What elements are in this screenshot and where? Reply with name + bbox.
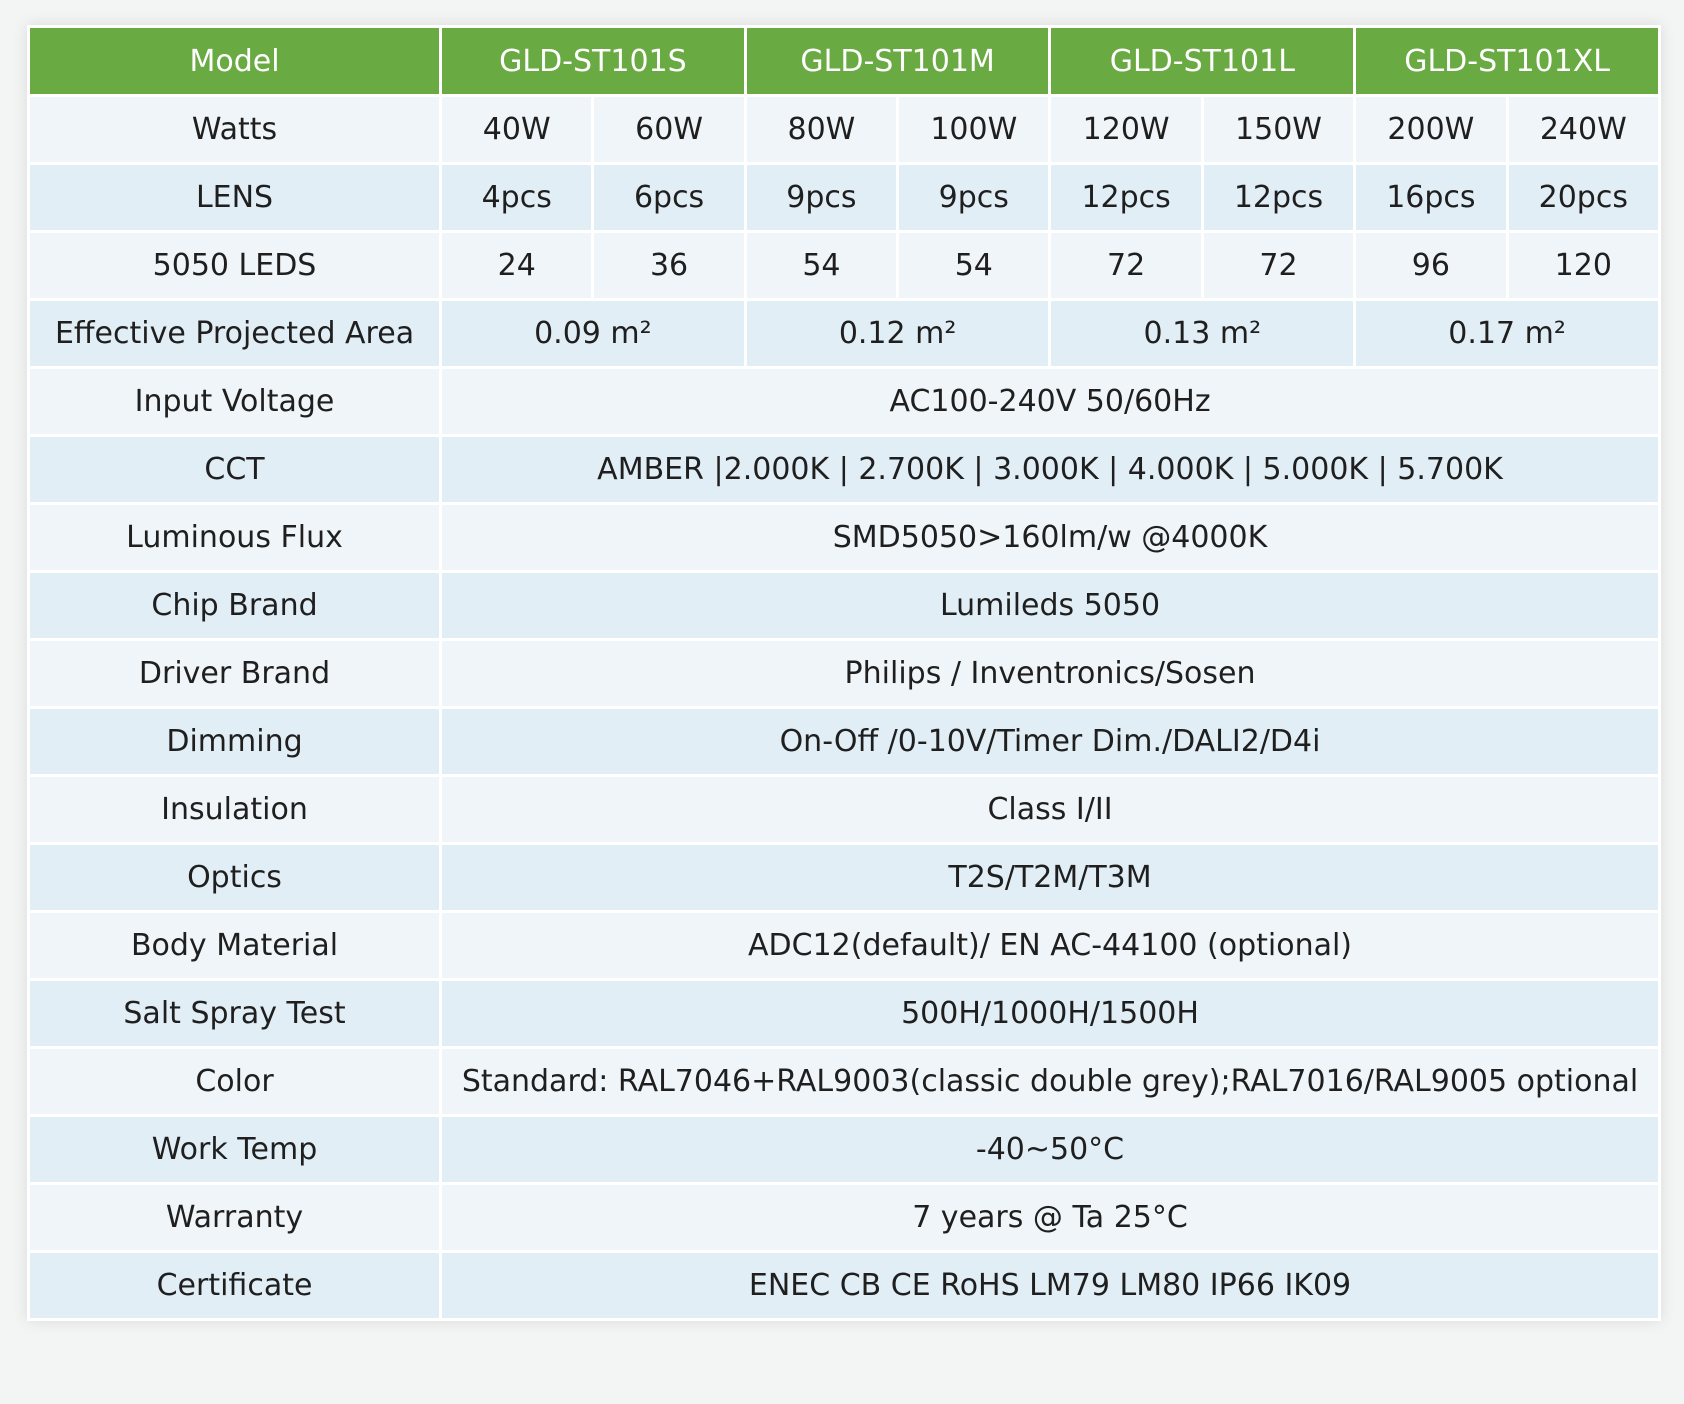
table-cell: 0.12 m² bbox=[745, 300, 1050, 368]
row-label: Work Temp bbox=[29, 1116, 441, 1184]
table-cell: 54 bbox=[898, 232, 1050, 300]
header-model-l: GLD-ST101L bbox=[1050, 27, 1355, 96]
table-cell: 500H/1000H/1500H bbox=[441, 980, 1660, 1048]
table-row bbox=[29, 300, 1660, 368]
table-row bbox=[29, 1116, 1660, 1184]
table-cell: Philips / Inventronics/Sosen bbox=[441, 640, 1660, 708]
table-cell: 9pcs bbox=[898, 164, 1050, 232]
table-cell: 7 years @ Ta 25°C bbox=[441, 1184, 1660, 1252]
table-cell: ADC12(default)/ EN AC-44100 (optional) bbox=[441, 912, 1660, 980]
table-row bbox=[29, 912, 1660, 980]
table-cell: 6pcs bbox=[593, 164, 745, 232]
table-cell: 4pcs bbox=[441, 164, 593, 232]
table-cell: Lumileds 5050 bbox=[441, 572, 1660, 640]
row-label: Warranty bbox=[29, 1184, 441, 1252]
table-cell: 120 bbox=[1507, 232, 1659, 300]
table-cell: 0.17 m² bbox=[1355, 300, 1660, 368]
table-row bbox=[29, 1252, 1660, 1320]
table-row bbox=[29, 708, 1660, 776]
table-cell: 100W bbox=[898, 96, 1050, 164]
row-label: Luminous Flux bbox=[29, 504, 441, 572]
table-row bbox=[29, 368, 1660, 436]
table-row bbox=[29, 504, 1660, 572]
table-row bbox=[29, 96, 1660, 164]
row-label: CCT bbox=[29, 436, 441, 504]
row-label: Certificate bbox=[29, 1252, 441, 1320]
table-cell: 80W bbox=[745, 96, 897, 164]
table-cell: -40~50°C bbox=[441, 1116, 1660, 1184]
table-cell: 240W bbox=[1507, 96, 1659, 164]
row-label-leds: 5050 LEDS bbox=[29, 232, 441, 300]
row-label: Salt Spray Test bbox=[29, 980, 441, 1048]
table-cell: 9pcs bbox=[745, 164, 897, 232]
table-row bbox=[29, 436, 1660, 504]
table-cell: 120W bbox=[1050, 96, 1202, 164]
table-row bbox=[29, 572, 1660, 640]
header-model-label: Model bbox=[29, 27, 441, 96]
table-row bbox=[29, 232, 1660, 300]
table-row bbox=[29, 1048, 1660, 1116]
table-cell: 12pcs bbox=[1202, 164, 1354, 232]
table-cell: 20pcs bbox=[1507, 164, 1659, 232]
table-cell: 150W bbox=[1202, 96, 1354, 164]
spec-table bbox=[27, 25, 1661, 1321]
table-cell: 24 bbox=[441, 232, 593, 300]
row-label-watts: Watts bbox=[29, 96, 441, 164]
table-cell: T2S/T2M/T3M bbox=[441, 844, 1660, 912]
table-row bbox=[29, 980, 1660, 1048]
table-cell: Class I/II bbox=[441, 776, 1660, 844]
row-label: Chip Brand bbox=[29, 572, 441, 640]
header-model-s: GLD-ST101S bbox=[441, 27, 746, 96]
table-cell: On-Off /0-10V/Timer Dim./DALI2/D4i bbox=[441, 708, 1660, 776]
table-row bbox=[29, 776, 1660, 844]
table-cell: 96 bbox=[1355, 232, 1507, 300]
table-cell: 0.09 m² bbox=[441, 300, 746, 368]
table-cell: 40W bbox=[441, 96, 593, 164]
table-cell: 72 bbox=[1202, 232, 1354, 300]
spec-table-card bbox=[27, 25, 1661, 1321]
table-row bbox=[29, 1184, 1660, 1252]
header-model-xl: GLD-ST101XL bbox=[1355, 27, 1660, 96]
table-cell: 54 bbox=[745, 232, 897, 300]
row-label: Input Voltage bbox=[29, 368, 441, 436]
table-cell: 60W bbox=[593, 96, 745, 164]
row-label: Color bbox=[29, 1048, 441, 1116]
table-cell: 72 bbox=[1050, 232, 1202, 300]
table-cell: AMBER |2.000K | 2.700K | 3.000K | 4.000K | 5.000K | 5.700K bbox=[441, 436, 1660, 504]
table-cell: 12pcs bbox=[1050, 164, 1202, 232]
table-cell: 16pcs bbox=[1355, 164, 1507, 232]
table-cell: SMD5050>160lm/w @4000K bbox=[441, 504, 1660, 572]
table-cell: 0.13 m² bbox=[1050, 300, 1355, 368]
table-cell: ENEC CB CE RoHS LM79 LM80 IP66 IK09 bbox=[441, 1252, 1660, 1320]
row-label: Dimming bbox=[29, 708, 441, 776]
table-cell: AC100-240V 50/60Hz bbox=[441, 368, 1660, 436]
header-row bbox=[29, 27, 1660, 96]
row-label: Optics bbox=[29, 844, 441, 912]
header-model-m: GLD-ST101M bbox=[745, 27, 1050, 96]
row-label: Driver Brand bbox=[29, 640, 441, 708]
table-cell: Standard: RAL7046+RAL9003(classic double grey);RAL7016/RAL9005 optional bbox=[441, 1048, 1660, 1116]
row-label: Insulation bbox=[29, 776, 441, 844]
row-label-lens: LENS bbox=[29, 164, 441, 232]
table-row bbox=[29, 640, 1660, 708]
row-label-projected-area: Effective Projected Area bbox=[29, 300, 441, 368]
table-cell: 200W bbox=[1355, 96, 1507, 164]
table-cell: 36 bbox=[593, 232, 745, 300]
table-row bbox=[29, 164, 1660, 232]
row-label: Body Material bbox=[29, 912, 441, 980]
table-row bbox=[29, 844, 1660, 912]
